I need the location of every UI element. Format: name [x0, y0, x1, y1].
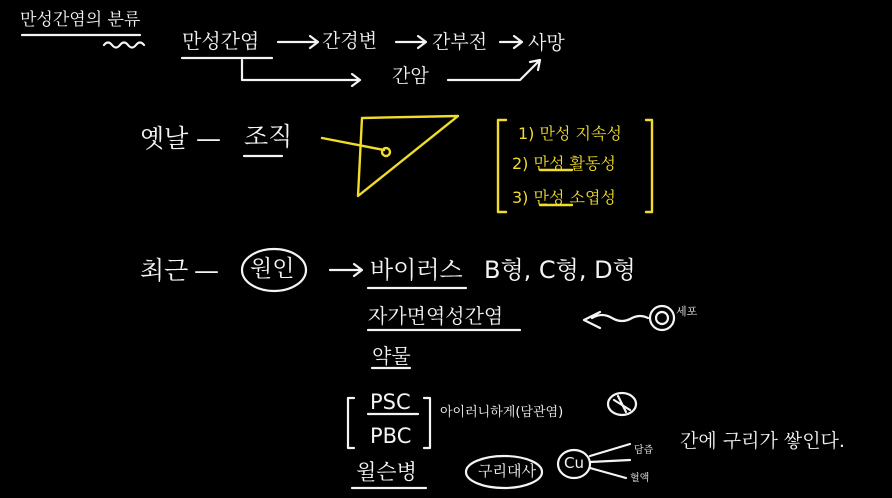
arrow-cancer-to-death: [448, 60, 540, 80]
old-dash: —: [196, 124, 221, 153]
cu-symbol: Cu: [564, 454, 584, 472]
biopsy-triangle: [358, 116, 458, 196]
cu-branch-arrows: [590, 444, 630, 478]
flow-death: 사망: [528, 32, 565, 54]
classification-item-3: 3) 만성 소엽성: [512, 188, 616, 207]
autoimmune-hepatitis: 자가면역성간염: [368, 304, 504, 328]
needle-tip: [382, 148, 390, 156]
flow-cirrhosis: 간경변: [322, 30, 378, 52]
flow-start: 만성간염: [182, 29, 260, 53]
liver-copper-note: 간에 구리가 쌓인다.: [680, 430, 845, 452]
old-method: 조직: [244, 122, 293, 151]
arrow-cirrhosis-failure: [396, 36, 426, 48]
cell-label: 세포: [676, 305, 698, 318]
psc-pbc-bracket-right: [424, 398, 430, 448]
drug-label: 약물: [372, 344, 411, 368]
page-title: 만성간염의 분류: [20, 10, 141, 30]
recent-label: 최근: [140, 256, 189, 285]
classification-bracket-right: [646, 120, 652, 212]
cu-note-blood: 혈액: [630, 473, 650, 484]
flow-liver-cancer: 간암: [392, 65, 429, 87]
target-cell-outer: [650, 306, 674, 330]
pbc-label: PBC: [370, 424, 412, 448]
classification-item-1: 1) 만성 지속성: [518, 124, 622, 143]
classification-bracket-left: [498, 120, 506, 212]
cu-note-bile: 담즙: [634, 445, 654, 456]
immune-arrow: [584, 312, 648, 328]
psc-pbc-bracket-left: [348, 398, 354, 448]
old-label: 옛날: [140, 124, 189, 153]
arrow-hepatitis-cirrhosis: [278, 36, 318, 48]
psc-label: PSC: [370, 390, 411, 414]
recent-dash: —: [194, 256, 219, 285]
bile-duct-lines: [614, 396, 630, 412]
copper-metabolism: 구리대사: [478, 462, 536, 480]
wilson-disease: 윌슨병: [356, 460, 417, 484]
flow-liver-failure: 간부전: [432, 31, 488, 53]
classification-item-2: 2) 만성 활동성: [512, 154, 616, 173]
target-cell-inner: [656, 312, 668, 324]
arrow-cause-virus: [330, 264, 362, 276]
title-wavy-underline: [104, 43, 144, 48]
arrow-branch-to-cancer: [242, 60, 360, 86]
cause-label: 원인: [250, 256, 295, 282]
virus-label: 바이러스: [370, 256, 463, 284]
biopsy-needle: [322, 138, 384, 150]
arrow-failure-death: [500, 36, 522, 48]
virus-types: B형, C형, D형: [484, 256, 636, 284]
psc-note: 아이러니하게(담관염): [440, 405, 564, 420]
